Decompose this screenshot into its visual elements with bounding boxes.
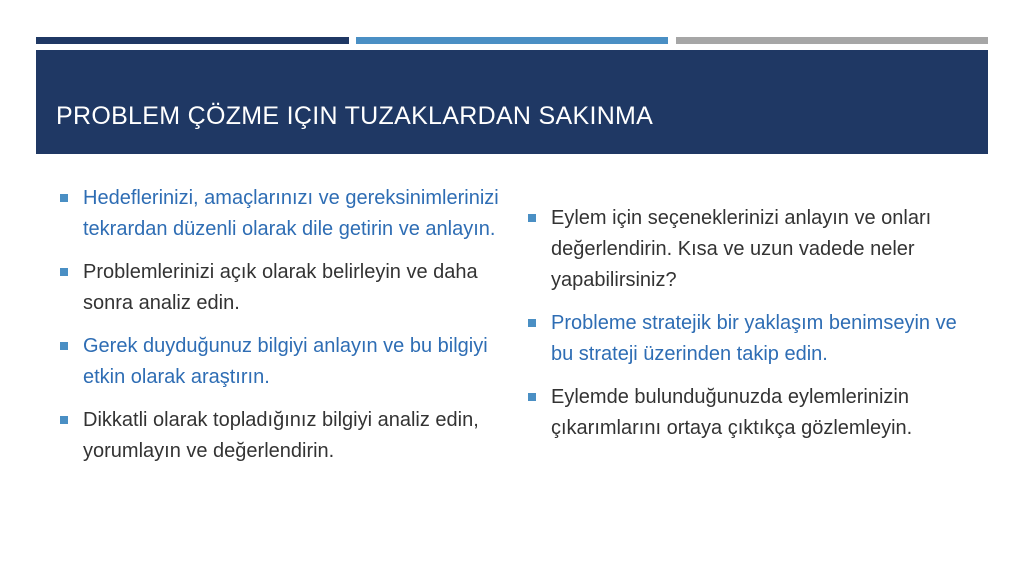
bullet-text: Eylem için seçeneklerinizi anlayın ve onları değerlendirin. Kısa ve uzun vadede neler yapabilirsiniz?: [551, 207, 932, 291]
square-bullet-icon: [60, 342, 68, 350]
bullet-item: [528, 308, 968, 370]
square-bullet-icon: [528, 214, 536, 222]
slide-title: PROBLEM ÇÖZME IÇIN TUZAKLARDAN SAKINMA: [56, 102, 654, 130]
accent-stripe-gray: [676, 37, 988, 44]
accent-stripe-blue: [356, 37, 668, 44]
bullet-item: [60, 183, 500, 245]
bullet-text: Eylemde bulunduğunuzda eylemlerinizin çıkarımlarını ortaya çıktıkça gözlemleyin.: [551, 386, 913, 439]
bullet-item: [60, 405, 500, 467]
accent-stripe-dark: [36, 37, 349, 44]
bullet-item: [60, 257, 500, 319]
bullet-item: [60, 331, 500, 393]
square-bullet-icon: [60, 268, 68, 276]
bullet-text: Problemlerinizi açık olarak belirleyin ve daha sonra analiz edin.: [83, 261, 478, 314]
bullet-text: Hedeflerinizi, amaçlarınızı ve gereksinimlerinizi tekrardan düzenli olarak dile getirin ve anlayın.: [83, 187, 499, 240]
square-bullet-icon: [528, 319, 536, 327]
bullet-item: [528, 382, 968, 444]
bullet-item: [528, 203, 968, 296]
square-bullet-icon: [60, 194, 68, 202]
bullet-text: Probleme stratejik bir yaklaşım benimseyin ve bu strateji üzerinden takip edin.: [551, 312, 957, 365]
left-bullet-list: [60, 183, 500, 479]
title-bar: [36, 50, 988, 154]
bullet-text: Dikkatli olarak topladığınız bilgiyi analiz edin, yorumlayın ve değerlendirin.: [83, 409, 479, 462]
square-bullet-icon: [60, 416, 68, 424]
bullet-text: Gerek duyduğunuz bilgiyi anlayın ve bu bilgiyi etkin olarak araştırın.: [83, 335, 488, 388]
right-bullet-list: [528, 203, 968, 456]
square-bullet-icon: [528, 393, 536, 401]
